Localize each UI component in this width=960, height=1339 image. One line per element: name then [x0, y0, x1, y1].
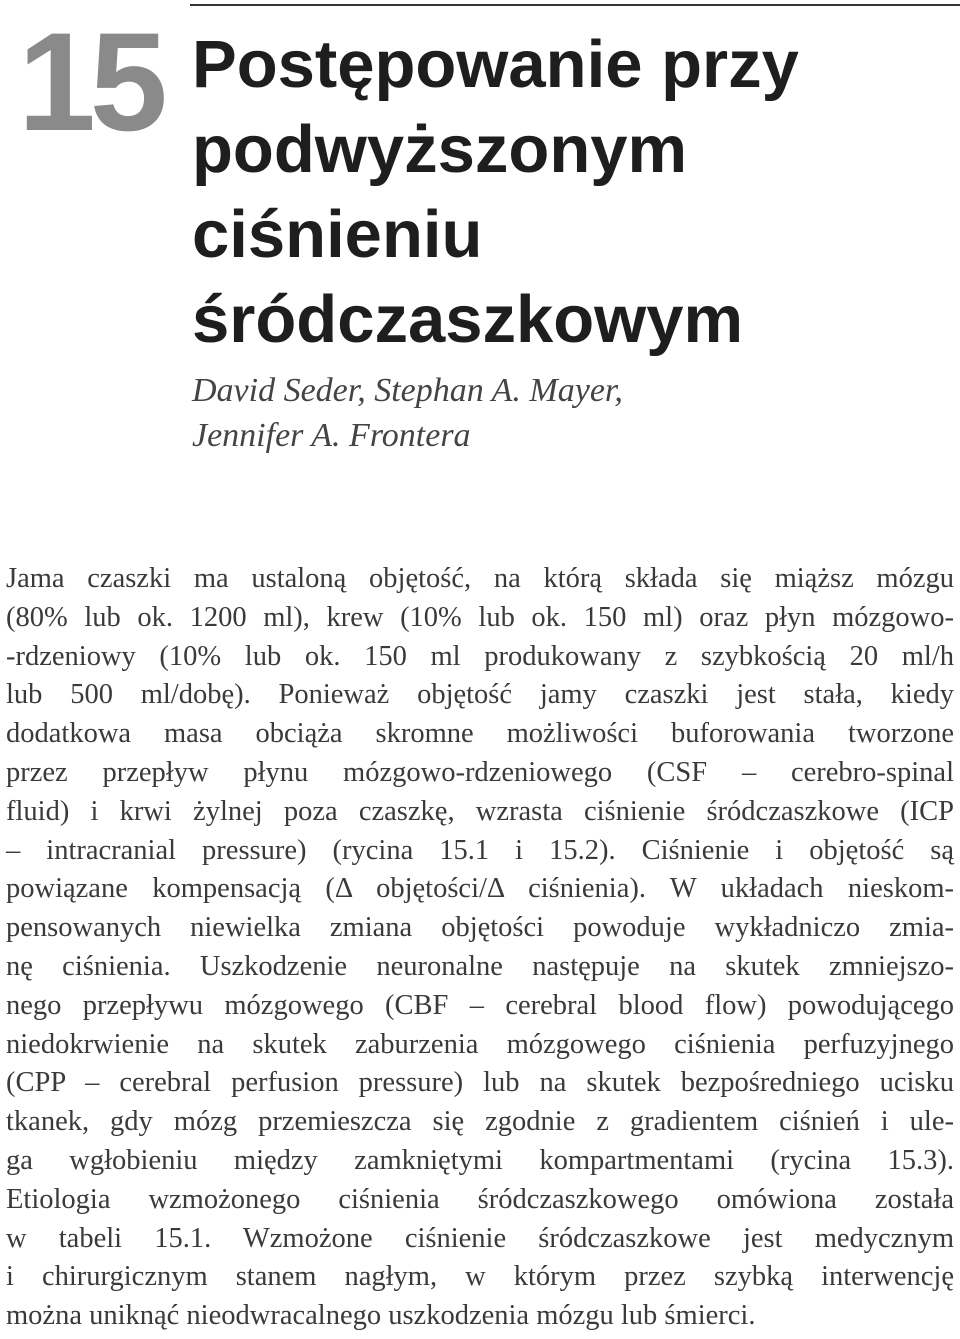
- body-line: – intracranial pressure) (rycina 15.1 i 15.2). Ciśnienie i objętość są: [6, 834, 954, 866]
- body-line: (80% lub ok. 1200 ml), krew (10% lub ok. 150 ml) oraz płyn mózgowo-: [6, 601, 954, 633]
- body-line: powiązane kompensacją (Δ objętości/Δ ciśnienia). W układach nieskom-: [6, 873, 954, 905]
- body-line: lub 500 ml/dobę). Ponieważ objętość jamy czaszki jest stała, kiedy: [6, 679, 954, 711]
- body-line: Jama czaszki ma ustaloną objętość, na którą składa się miąższ mózgu: [6, 563, 954, 594]
- body-paragraph: [6, 560, 954, 1336]
- body-line: (CPP – cerebral perfusion pressure) lub na skutek bezpośredniego ucisku: [6, 1067, 954, 1099]
- body-line: fluid) i krwi żylnej poza czaszkę, wzrasta ciśnienie śródczaszkowe (ICP: [6, 795, 954, 827]
- body-line: nę ciśnienia. Uszkodzenie neuronalne następuje na skutek zmniejszo-: [6, 950, 954, 982]
- body-line: Etiologia wzmożonego ciśnienia śródczaszkowego omówiona została: [6, 1183, 954, 1215]
- body-line: przez przepływ płynu mózgowo-rdzeniowego (CSF – cerebro-spinal: [6, 756, 954, 788]
- top-rule: [190, 4, 960, 6]
- body-line: -rdzeniowy (10% lub ok. 150 ml produkowany z szybkością 20 ml/h: [6, 640, 954, 672]
- chapter-number: 15: [18, 3, 162, 160]
- chapter-title-line: podwyższonym: [192, 112, 688, 187]
- chapter-title-line: Postępowanie przy: [192, 27, 799, 102]
- chapter-title: [192, 22, 932, 362]
- body-line: w tabeli 15.1. Wzmożone ciśnienie śródczaszkowe jest medycznym: [6, 1222, 954, 1254]
- chapter-title-line: ciśnieniu: [192, 197, 483, 272]
- chapter-title-line: śródczaszkowym: [192, 282, 744, 357]
- authors-line: David Seder, Stephan A. Mayer,: [192, 372, 623, 409]
- body-line: nego przepływu mózgowego (CBF – cerebral blood flow) powodującego: [6, 989, 954, 1021]
- body-line: niedokrwienie na skutek zaburzenia mózgowego ciśnienia perfuzyjnego: [6, 1028, 954, 1060]
- body-line: pensowanych niewielka zmiana objętości powoduje wykładniczo zmia-: [6, 912, 954, 944]
- body-line: tkanek, gdy mózg przemieszcza się zgodnie z gradientem ciśnień i ule-: [6, 1106, 954, 1138]
- body-line: ga wgłobieniu między zamkniętymi kompartmentami (rycina 15.3).: [6, 1144, 954, 1176]
- body-line: i chirurgicznym stanem nagłym, w którym przez szybką interwencję: [6, 1261, 954, 1293]
- authors-line: Jennifer A. Frontera: [192, 417, 471, 454]
- body-line: można uniknąć nieodwracalnego uszkodzenia mózgu lub śmierci.: [6, 1300, 756, 1332]
- chapter-authors: [192, 368, 932, 458]
- body-line: dodatkowa masa obciąża skromne możliwości buforowania tworzone: [6, 718, 954, 750]
